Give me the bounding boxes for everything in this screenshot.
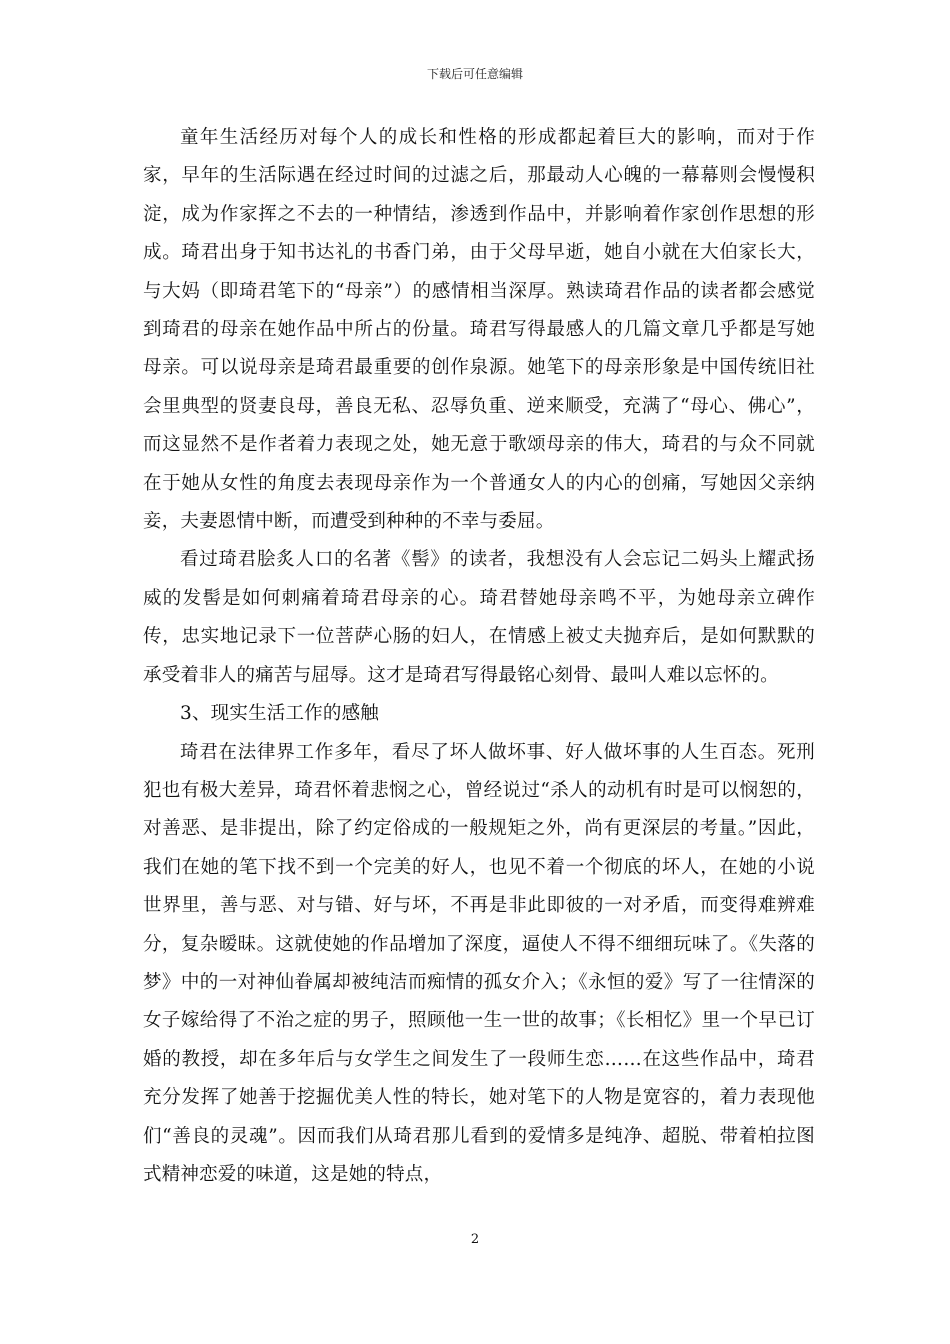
paragraph-legal-work: 琦君在法律界工作多年，看尽了坏人做坏事、好人做坏事的人生百态。死刑犯也有极大差异，琦君怀着悲悯之心，曾经说过“杀人的动机有时是可以悯恕的，对善恶、是非提出，除了约定俗成的一般规矩之外，尚有更深层的考量。”因此，我们在她的笔下找不到一个完美的好人，也见不着一个彻底的坏人，在她的小说世界里，善与恶、对与错、好与坏，不再是非此即彼的一对矛盾，而变得难辨难分，复杂暧昧。这就使她的作品增加了深度，逼使人不得不细细玩味了。《失落的梦》中的一对神仙眷属却被纯洁而痴情的孤女介入；《永恒的爱》写了一往情深的女子嫁给得了不治之症的男子，照顾他一生一世的故事；《长相忆》里一个早已订婚的教授，却在多年后与女学生之间发生了一段师生恋……在这些作品中，琦君充分发挥了她善于挖掘优美人性的特长，她对笔下的人物是宽容的，着力表现他们“善良的灵魂”。因而我们从琦君那儿看到的爱情多是纯净、超脱、带着柏拉图式精神恋爱的味道，这是她的特点， bbox=[143, 741, 815, 1185]
paragraph-childhood: 童年生活经历对每个人的成长和性格的形成都起着巨大的影响，而对于作家，早年的生活际遇在经过时间的过滤之后，那最动人心魄的一幕幕则会慢慢积淀，成为作家挥之不去的一种情结，渗透到作品中，并影响着作家创作思想的形成。琦君出身于知书达礼的书香门弟，由于父母早逝，她自小就在大伯家长大，与大妈（即琦君笔下的“母亲”）的感情相当深厚。熟读琦君作品的读者都会感觉到琦君的母亲在她作品中所占的份量。琦君写得最感人的几篇文章几乎都是写她母亲。可以说母亲是琦君最重要的创作泉源。她笔下的母亲形象是中国传统旧社会里典型的贤妻良母，善良无私、忍辱负重、逆来顺受，充满了“母心、佛心”，而这显然不是作者着力表现之处，她无意于歌颂母亲的伟大，琦君的与众不同就在于她从女性的角度去表现母亲作为一个普通女人的内心的创痛，写她因父亲纳妾，夫妻恩情中断，而遭受到种种的不幸与委屈。 bbox=[143, 127, 815, 533]
document-body bbox=[143, 119, 815, 1194]
section-heading: 3、现实生活工作的感触 bbox=[180, 703, 379, 725]
page-number: 2 bbox=[470, 1232, 480, 1247]
page-header: 下载后可任意编辑 bbox=[426, 67, 523, 81]
paragraph-ji: 看过琦君脍炙人口的名著《髻》的读者，我想没有人会忘记二妈头上耀武扬威的发髻是如何刺痛着琦君母亲的心。琦君替她母亲鸣不平，为她母亲立碑作传，忠实地记录下一位菩萨心肠的妇人，在情感上被丈夫抛弃后，是如何默默的承受着非人的痛苦与屈辱。这才是琦君写得最铭心刻骨、最叫人难以忘怀的。 bbox=[143, 549, 815, 686]
